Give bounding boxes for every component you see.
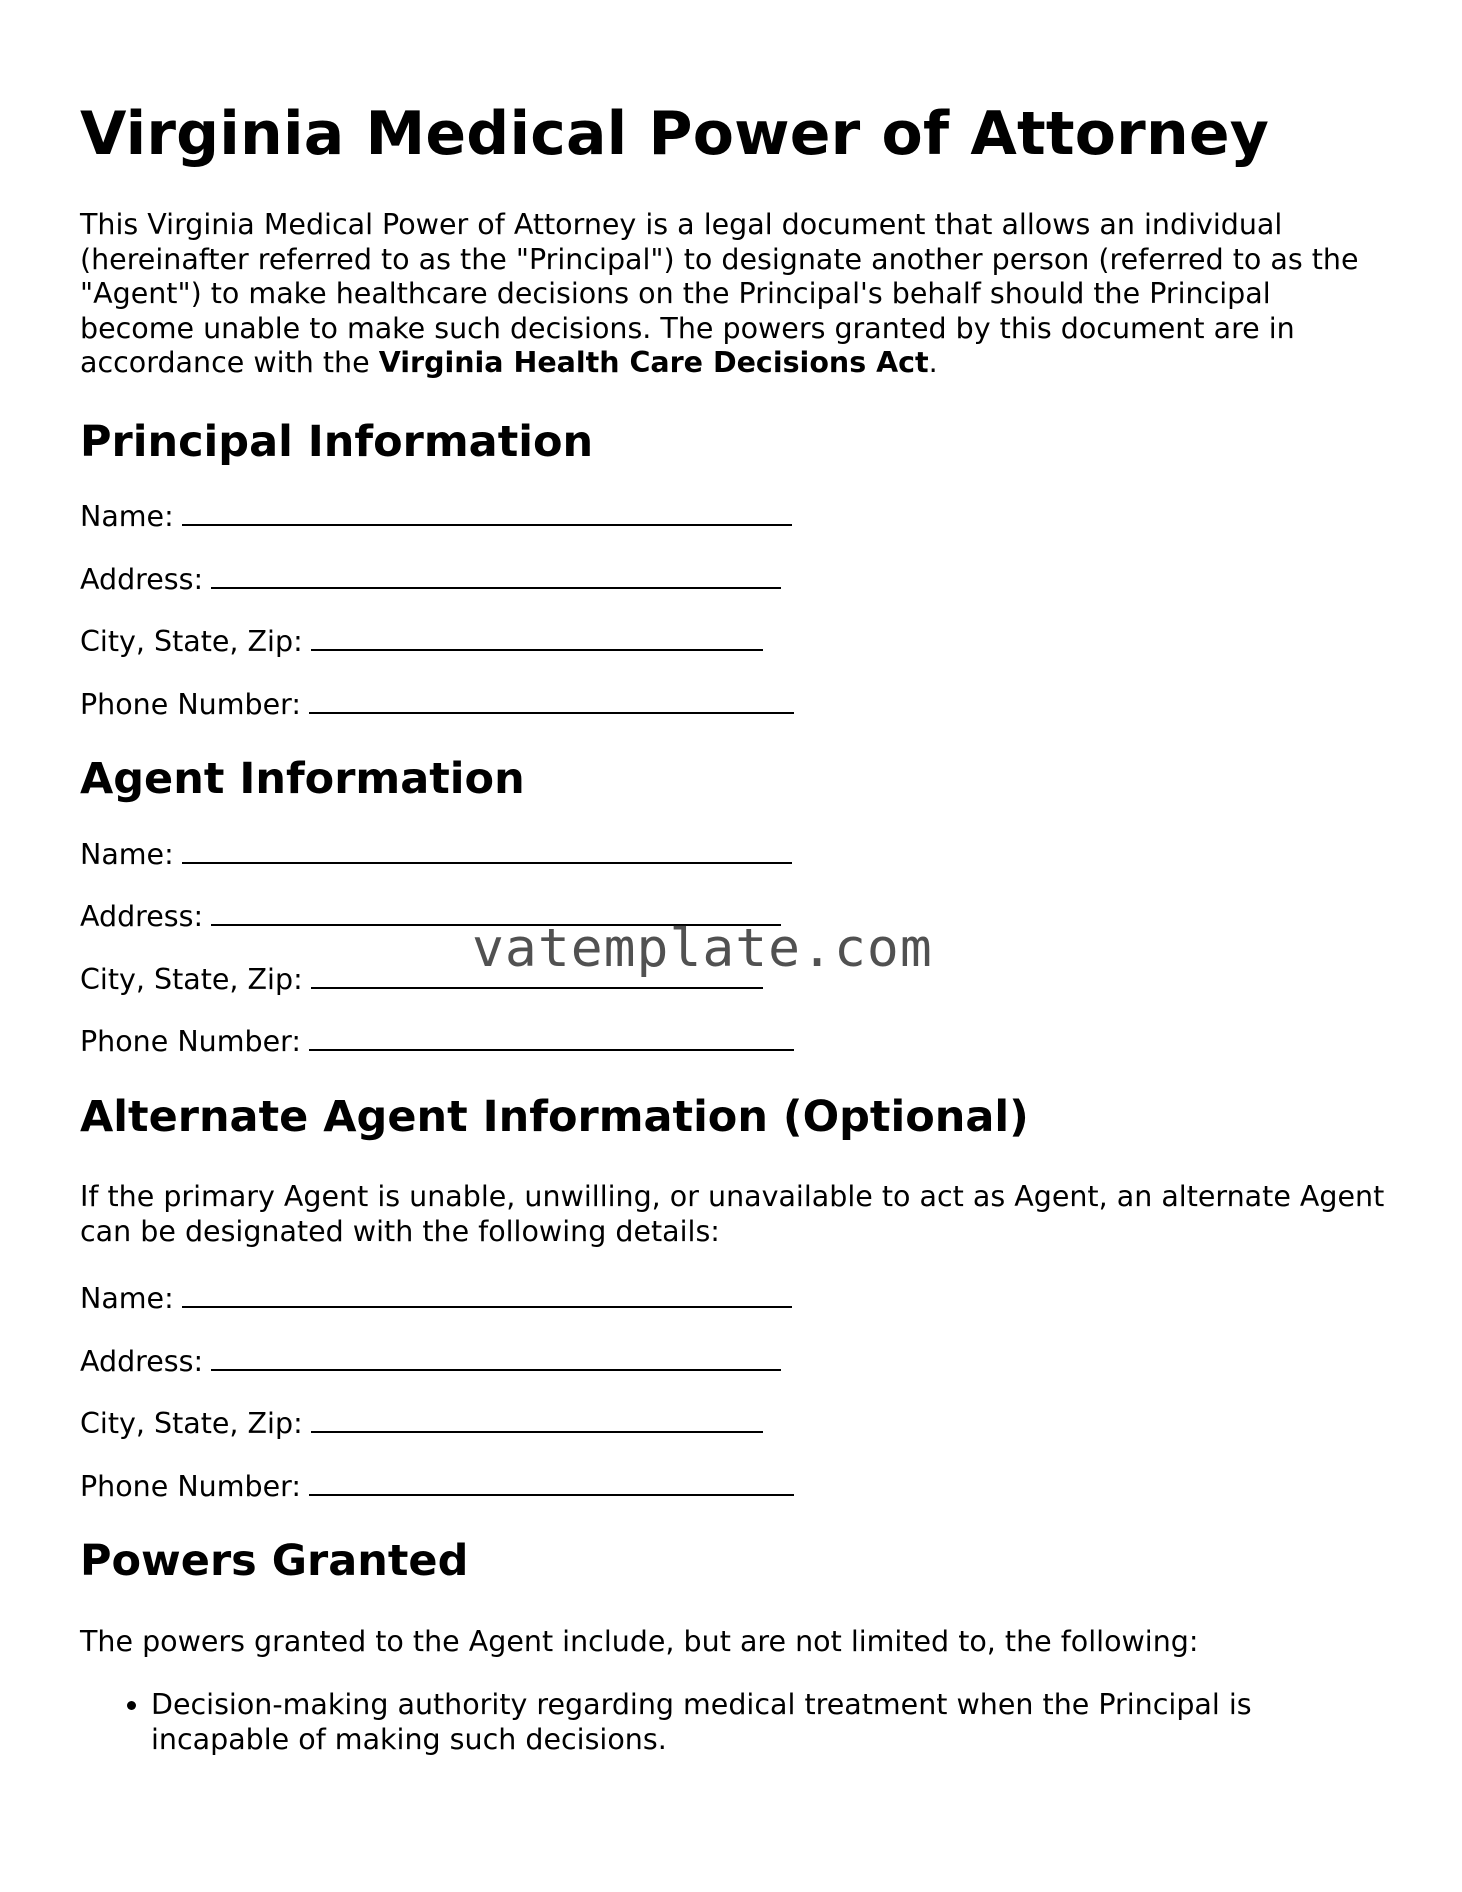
alternate-phone-label: Phone Number:	[80, 1469, 301, 1503]
principal-name-row	[80, 496, 1390, 534]
intro-act-name: Virginia Health Care Decisions Act	[378, 346, 929, 379]
principal-city-field[interactable]	[311, 621, 763, 651]
alternate-city-field[interactable]	[311, 1403, 763, 1433]
intro-paragraph	[80, 208, 1390, 381]
agent-name-field[interactable]	[182, 834, 792, 864]
agent-heading: Agent Information	[80, 754, 525, 805]
alternate-phone-row	[80, 1466, 1390, 1501]
powers-list	[80, 1688, 1390, 1757]
principal-phone-field[interactable]	[309, 684, 794, 714]
principal-city-label: City, State, Zip:	[80, 625, 303, 659]
alternate-name-row	[80, 1278, 1390, 1316]
intro-end: .	[928, 346, 938, 379]
agent-name-row	[80, 834, 1390, 869]
agent-phone-label: Phone Number:	[80, 1025, 301, 1059]
intro-text: This Virginia Medical Power of Attorney is a legal document that allows an individual (hereinafter referred to as the "Principal") to designate another person (referred to as the "Agent") to make healthcare decisions on the Principal's behalf should the Principal become unable to make such decisions. The powers granted by this document are in accordance with the	[80, 208, 1359, 379]
alternate-city-label: City, State, Zip:	[80, 1407, 303, 1441]
alternate-heading: Alternate Agent Information (Optional)	[80, 1091, 1029, 1142]
powers-description: The powers granted to the Agent include, but are not limited to, the following:	[80, 1624, 1199, 1658]
alternate-phone-field[interactable]	[309, 1466, 794, 1496]
alternate-description: If the primary Agent is unable, unwilling, or unavailable to act as Agent, an alternate Agent can be designated with the following details:	[80, 1180, 1385, 1248]
principal-fields	[80, 496, 1390, 721]
principal-city-row	[80, 621, 1390, 659]
principal-address-label: Address:	[80, 562, 204, 596]
agent-name-label: Name:	[80, 837, 174, 871]
alternate-fields	[80, 1278, 1390, 1503]
agent-city-label: City, State, Zip:	[80, 962, 303, 996]
principal-heading: Principal Information	[80, 416, 594, 467]
principal-address-field[interactable]	[211, 559, 781, 589]
document-title: Virginia Medical Power of Attorney	[80, 99, 1270, 169]
powers-list-item: • Decision-making authority regarding medical treatment when the Principal is incapable of making such decisions.	[151, 1688, 1390, 1757]
alternate-name-field[interactable]	[182, 1278, 792, 1308]
powers-heading: Powers Granted	[80, 1536, 469, 1587]
alternate-address-field[interactable]	[211, 1341, 781, 1371]
alternate-city-row	[80, 1403, 1390, 1441]
principal-phone-row	[80, 684, 1390, 719]
watermark-text: vatemplate.com	[472, 918, 933, 979]
agent-address-label: Address:	[80, 900, 204, 934]
alternate-name-label: Name:	[80, 1282, 174, 1316]
principal-address-row	[80, 559, 1390, 594]
principal-name-label: Name:	[80, 500, 174, 534]
principal-name-field[interactable]	[182, 496, 792, 526]
alternate-address-label: Address:	[80, 1344, 204, 1378]
alternate-address-row	[80, 1341, 1390, 1376]
agent-phone-field[interactable]	[309, 1021, 794, 1051]
agent-phone-row	[80, 1021, 1390, 1059]
principal-phone-label: Phone Number:	[80, 687, 301, 721]
